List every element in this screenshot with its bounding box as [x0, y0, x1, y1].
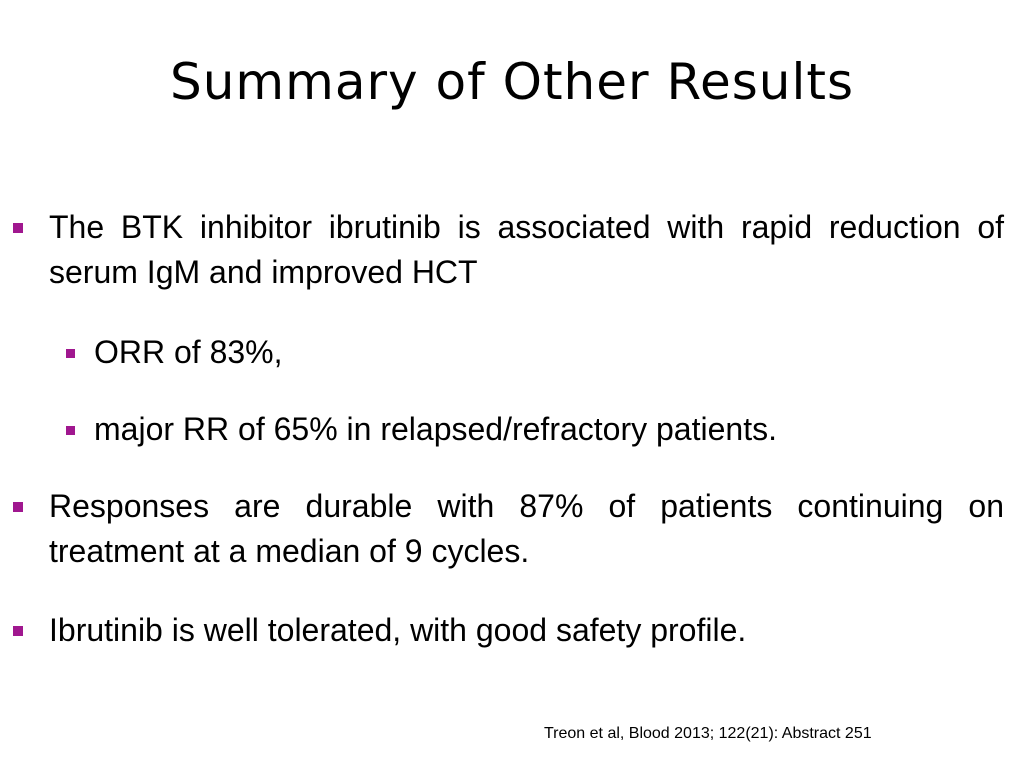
- square-bullet-icon: [66, 426, 75, 435]
- bullet-item: [49, 205, 1004, 295]
- square-bullet-icon: [13, 502, 23, 512]
- bullet-item: [49, 484, 1004, 574]
- sub-bullet-text: major RR of 65% in relapsed/refractory patients.: [94, 411, 777, 447]
- bullet-text: The BTK inhibitor ibrutinib is associated with rapid reduction of serum IgM and improved HCT: [49, 209, 1004, 290]
- slide-title: Summary of Other Results: [169, 53, 854, 111]
- sub-bullet-item: [94, 407, 1004, 452]
- citation: Treon et al, Blood 2013; 122(21): Abstract 251: [544, 725, 872, 742]
- bullet-text: Ibrutinib is well tolerated, with good safety profile.: [49, 612, 747, 648]
- square-bullet-icon: [66, 349, 75, 358]
- bullet-text: Responses are durable with 87% of patients continuing on treatment at a median of 9 cycles.: [49, 488, 1004, 569]
- sub-bullet-text: ORR of 83%,: [94, 334, 283, 370]
- bullet-item: [49, 608, 1004, 653]
- sub-bullet-item: [94, 330, 1004, 375]
- square-bullet-icon: [13, 223, 23, 233]
- square-bullet-icon: [13, 626, 23, 636]
